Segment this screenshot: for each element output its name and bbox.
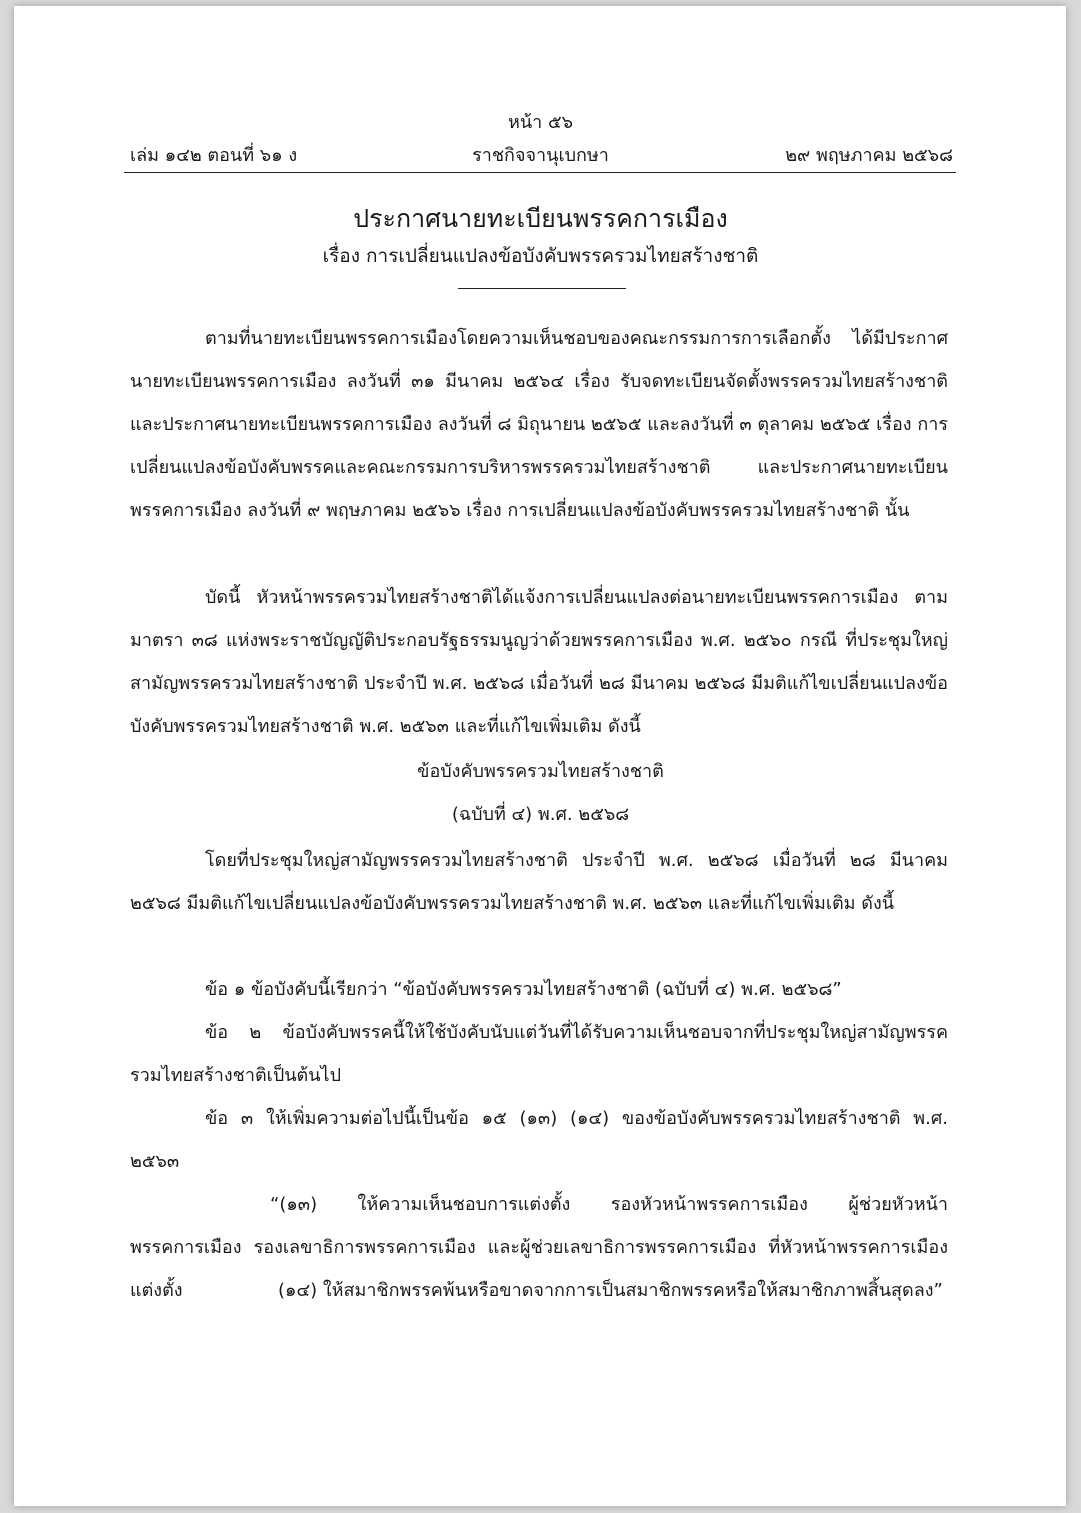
- page-number: หน้า ๕๖: [507, 112, 574, 133]
- paragraph-resolution: โดยที่ประชุมใหญ่สามัญพรรครวมไทยสร้างชาติ ประจำปี พ.ศ. ๒๕๖๘ เมื่อวันที่ ๒๘ มีนาคม ๒๕๖๘ มีมติแก้ไขเปลี่ยนแปลงข้อบังคับพรรครวมไทยสร้างชาติ พ.ศ. ๒๕๖๓ และที่แก้ไขเพิ่มเติม ดังนี้: [130, 850, 948, 914]
- paragraph-background: ตามที่นายทะเบียนพรรคการเมืองโดยความเห็นชอบของคณะกรรมการการเลือกตั้ง ได้มีประกาศนายทะเบียนพรรคการเมือง ลงวันที่ ๓๑ มีนาคม ๒๕๖๔ เรื่อง รับจดทะเบียนจัดตั้งพรรครวมไทยสร้างชาติ และประกาศนายทะเบียนพรรคการเมือง ลงวันที่ ๘ มิถุนายน ๒๕๖๕ และลงวันที่ ๓ ตุลาคม ๒๕๖๕ เรื่อง การเปลี่ยนแปลงข้อบังคับพรรคและคณะกรรมการบริหารพรรครวมไทยสร้างชาติ และประกาศนายทะเบียนพรรคการเมือง ลงวันที่ ๙ พฤษภาคม ๒๕๖๖ เรื่อง การเปลี่ยนแปลงข้อบังคับพรรครวมไทยสร้างชาติ นั้น: [130, 328, 948, 521]
- regulation-edition: (ฉบับที่ ๔) พ.ศ. ๒๕๖๘: [451, 804, 630, 825]
- publication-date: ๒๙ พฤษภาคม ๒๕๖๘: [785, 145, 953, 166]
- clause-1: ข้อ ๑ ข้อบังคับนี้เรียกว่า “ข้อบังคับพรรครวมไทยสร้างชาติ (ฉบับที่ ๔) พ.ศ. ๒๕๖๘”: [205, 979, 842, 1000]
- clause-3: ข้อ ๓ ให้เพิ่มความต่อไปนี้เป็นข้อ ๑๕ (๑๓) (๑๔) ของข้อบังคับพรรครวมไทยสร้างชาติ พ.ศ. ๒๕๖๓: [130, 1108, 948, 1172]
- paragraph-notification: บัดนี้ หัวหน้าพรรครวมไทยสร้างชาติได้แจ้งการเปลี่ยนแปลงต่อนายทะเบียนพรรคการเมือง ตามมาตรา ๓๘ แห่งพระราชบัญญัติประกอบรัฐธรรมนูญว่าด้วยพรรคการเมือง พ.ศ. ๒๕๖๐ กรณี ที่ประชุมใหญ่สามัญพรรครวมไทยสร้างชาติ ประจำปี พ.ศ. ๒๕๖๘ เมื่อวันที่ ๒๘ มีนาคม ๒๕๖๘ มีมติแก้ไขเปลี่ยนแปลงข้อบังคับพรรครวมไทยสร้างชาติ พ.ศ. ๒๕๖๓ และที่แก้ไขเพิ่มเติม ดังนี้: [130, 587, 948, 737]
- gazette-name: ราชกิจจานุเบกษา: [472, 145, 609, 166]
- clause-2: ข้อ ๒ ข้อบังคับพรรคนี้ให้ใช้บังคับนับแต่วันที่ได้รับความเห็นชอบจากที่ประชุมใหญ่สามัญพรรครวมไทยสร้างชาติเป็นต้นไป: [130, 1022, 948, 1086]
- title-divider: [458, 288, 626, 289]
- sub-item-13: “(๑๓) ให้ความเห็นชอบการแต่งตั้ง รองหัวหน้าพรรคการเมือง ผู้ช่วยหัวหน้าพรรคการเมือง รองเลขาธิการพรรคการเมือง และผู้ช่วยเลขาธิการพรรคการเมือง ที่หัวหน้าพรรคการเมืองแต่งตั้ง: [130, 1194, 948, 1301]
- regulation-title: ข้อบังคับพรรครวมไทยสร้างชาติ: [417, 761, 664, 782]
- announcement-title: ประกาศนายทะเบียนพรรคการเมือง: [353, 204, 728, 233]
- volume-issue: เล่ม ๑๔๒ ตอนที่ ๖๑ ง: [130, 145, 298, 166]
- sub-item-14: (๑๔) ให้สมาชิกพรรคพ้นหรือขาดจากการเป็นสมาชิกพรรคหรือให้สมาชิกภาพสิ้นสุดลง”: [278, 1280, 943, 1301]
- header-divider: [124, 172, 956, 173]
- announcement-subject: เรื่อง การเปลี่ยนแปลงข้อบังคับพรรครวมไทยสร้างชาติ: [322, 245, 759, 267]
